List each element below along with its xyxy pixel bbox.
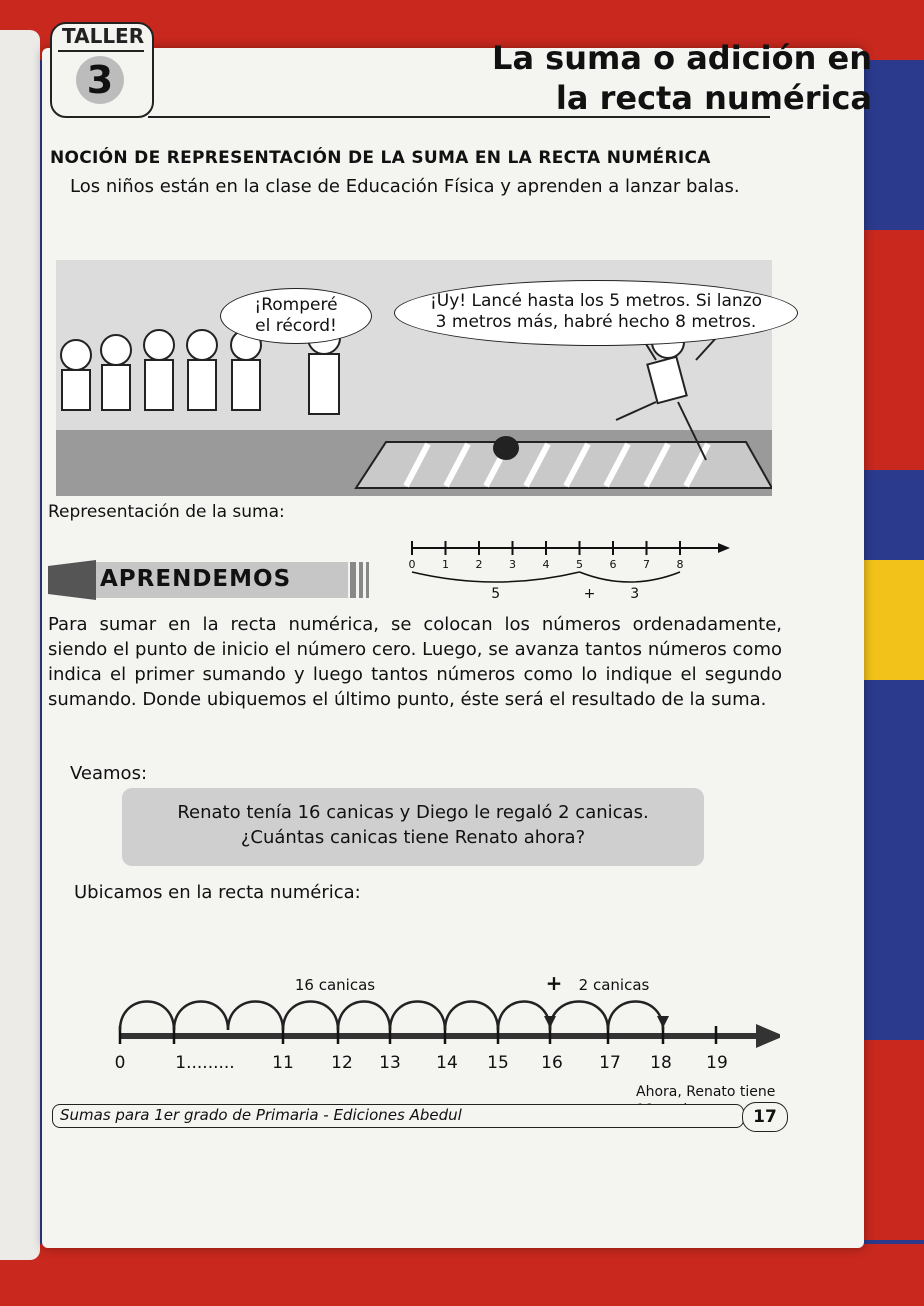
- big-line-tick-label: 13: [379, 1053, 401, 1073]
- small-line-tick-label: 1: [442, 558, 449, 571]
- small-line-tick-label: 6: [609, 558, 617, 571]
- big-line-jump-first: [338, 1002, 390, 1031]
- speech-bubble-left: [220, 288, 372, 344]
- background-cover-yellow-right: [864, 560, 924, 680]
- result-line1: Ahora, Renato tiene: [636, 1084, 776, 1100]
- veamos-label: Veamos:: [70, 763, 148, 784]
- ball-icon: [493, 436, 519, 460]
- big-line-jump-second: [550, 1002, 608, 1031]
- small-line-arrowhead: [718, 543, 730, 553]
- section-intro: Los niños están en la clase de Educación Física y aprenden a lanzar balas.: [70, 176, 740, 197]
- footer-text: Sumas para 1er grado de Primaria - Ediciones Abedul: [60, 1106, 462, 1124]
- bubble-left-line1: ¡Romperé: [254, 295, 338, 315]
- small-line-addend2: 3: [630, 586, 640, 602]
- label-first-addend: 16 canicas: [294, 976, 376, 994]
- small-line-tick-label: 8: [676, 558, 684, 571]
- label-second-addend: 2 canicas: [578, 976, 650, 994]
- big-line-tick-label: 15: [487, 1053, 509, 1073]
- taller-divider: [58, 50, 144, 52]
- plus-symbol: +: [545, 971, 563, 995]
- background-cover-red-bottom: [0, 1244, 924, 1306]
- big-line-jump-first: [498, 1002, 550, 1031]
- big-line-arrow-16: [544, 1016, 556, 1028]
- section-heading: NOCIÓN DE REPRESENTACIÓN DE LA SUMA EN LA RECTA NUMÉRICA: [50, 148, 711, 168]
- large-number-line: [60, 920, 780, 1110]
- background-cover-red-right-2: [864, 1040, 924, 1240]
- facing-page-edge: [0, 30, 40, 1260]
- big-line-jump-first: [174, 1002, 228, 1031]
- small-line-addend1: 5: [491, 586, 501, 602]
- taller-label: TALLER: [62, 24, 145, 48]
- small-number-line: [400, 534, 740, 604]
- problem-box: [122, 788, 704, 866]
- big-line-tick-label: 1.........: [175, 1053, 235, 1073]
- ubicamos-label: Ubicamos en la recta numérica:: [74, 882, 361, 903]
- small-line-tick-label: 3: [509, 558, 516, 571]
- title-rule: [148, 116, 770, 118]
- big-line-tick-label: 19: [706, 1053, 728, 1073]
- big-line-tick-label: 16: [541, 1053, 563, 1073]
- problem-line2: ¿Cuántas canicas tiene Renato ahora?: [240, 827, 586, 848]
- background-cover-red-right: [864, 230, 924, 470]
- small-line-tick-label: 7: [643, 558, 650, 571]
- big-line-jump-first: [120, 1002, 174, 1031]
- page-title-line2: la recta numérica: [555, 79, 872, 117]
- small-line-jump-1: [412, 572, 580, 582]
- small-line-tick-label: 5: [576, 558, 583, 571]
- big-line-tick-label: 17: [599, 1053, 621, 1073]
- bubble-left-line2: el récord!: [255, 316, 337, 336]
- illustration-drawing: [56, 220, 772, 496]
- big-line-arrow-18: [657, 1016, 669, 1028]
- aprendemos-paragraph: Para sumar en la recta numérica, se colocan los números ordenadamente, siendo el punto de inicio el número cero. Luego, se avanza tantos números como indica el primer sumando y luego tantos números como lo indique el segundo sumando. Donde ubiquemos el último punto, éste será el resultado de la suma.: [48, 614, 782, 710]
- small-line-tick-label: 4: [542, 558, 550, 571]
- small-line-tick-label: 0: [408, 558, 416, 571]
- representation-label: Representación de la suma:: [48, 502, 285, 522]
- small-line-jump-2: [580, 572, 681, 582]
- aprendemos-title: APRENDEMOS: [100, 566, 292, 592]
- big-line-jump-first: [390, 1002, 445, 1031]
- big-line-tick-label: 11: [272, 1053, 294, 1073]
- big-line-jump-second: [608, 1002, 663, 1031]
- big-line-arrowhead: [756, 1024, 780, 1048]
- illustration-scene: [56, 220, 772, 496]
- big-line-jump-first: [283, 1002, 338, 1031]
- taller-number: 3: [76, 56, 124, 104]
- small-line-tick-label: 2: [475, 558, 483, 571]
- big-line-tick-label: 12: [331, 1053, 353, 1073]
- page-title: [492, 38, 872, 118]
- big-line-jump-first: [445, 1002, 498, 1031]
- small-line-operator: +: [583, 586, 596, 602]
- bubble-right-line1: ¡Uy! Lancé hasta los 5 metros. Si lanzo: [429, 291, 763, 311]
- bubble-right-line2: 3 metros más, habré hecho 8 metros.: [435, 312, 757, 332]
- problem-line1: Renato tenía 16 canicas y Diego le regaló 2 canicas.: [177, 802, 649, 823]
- big-line-jump-first: [228, 1002, 283, 1031]
- page-number: 17: [742, 1102, 788, 1132]
- big-line-tick-label: 14: [436, 1053, 458, 1073]
- speech-bubble-right: [394, 280, 798, 346]
- page-title-line1: La suma o adición en: [492, 39, 872, 77]
- big-line-tick-label: 0: [114, 1053, 126, 1073]
- big-line-tick-label: 18: [650, 1053, 672, 1073]
